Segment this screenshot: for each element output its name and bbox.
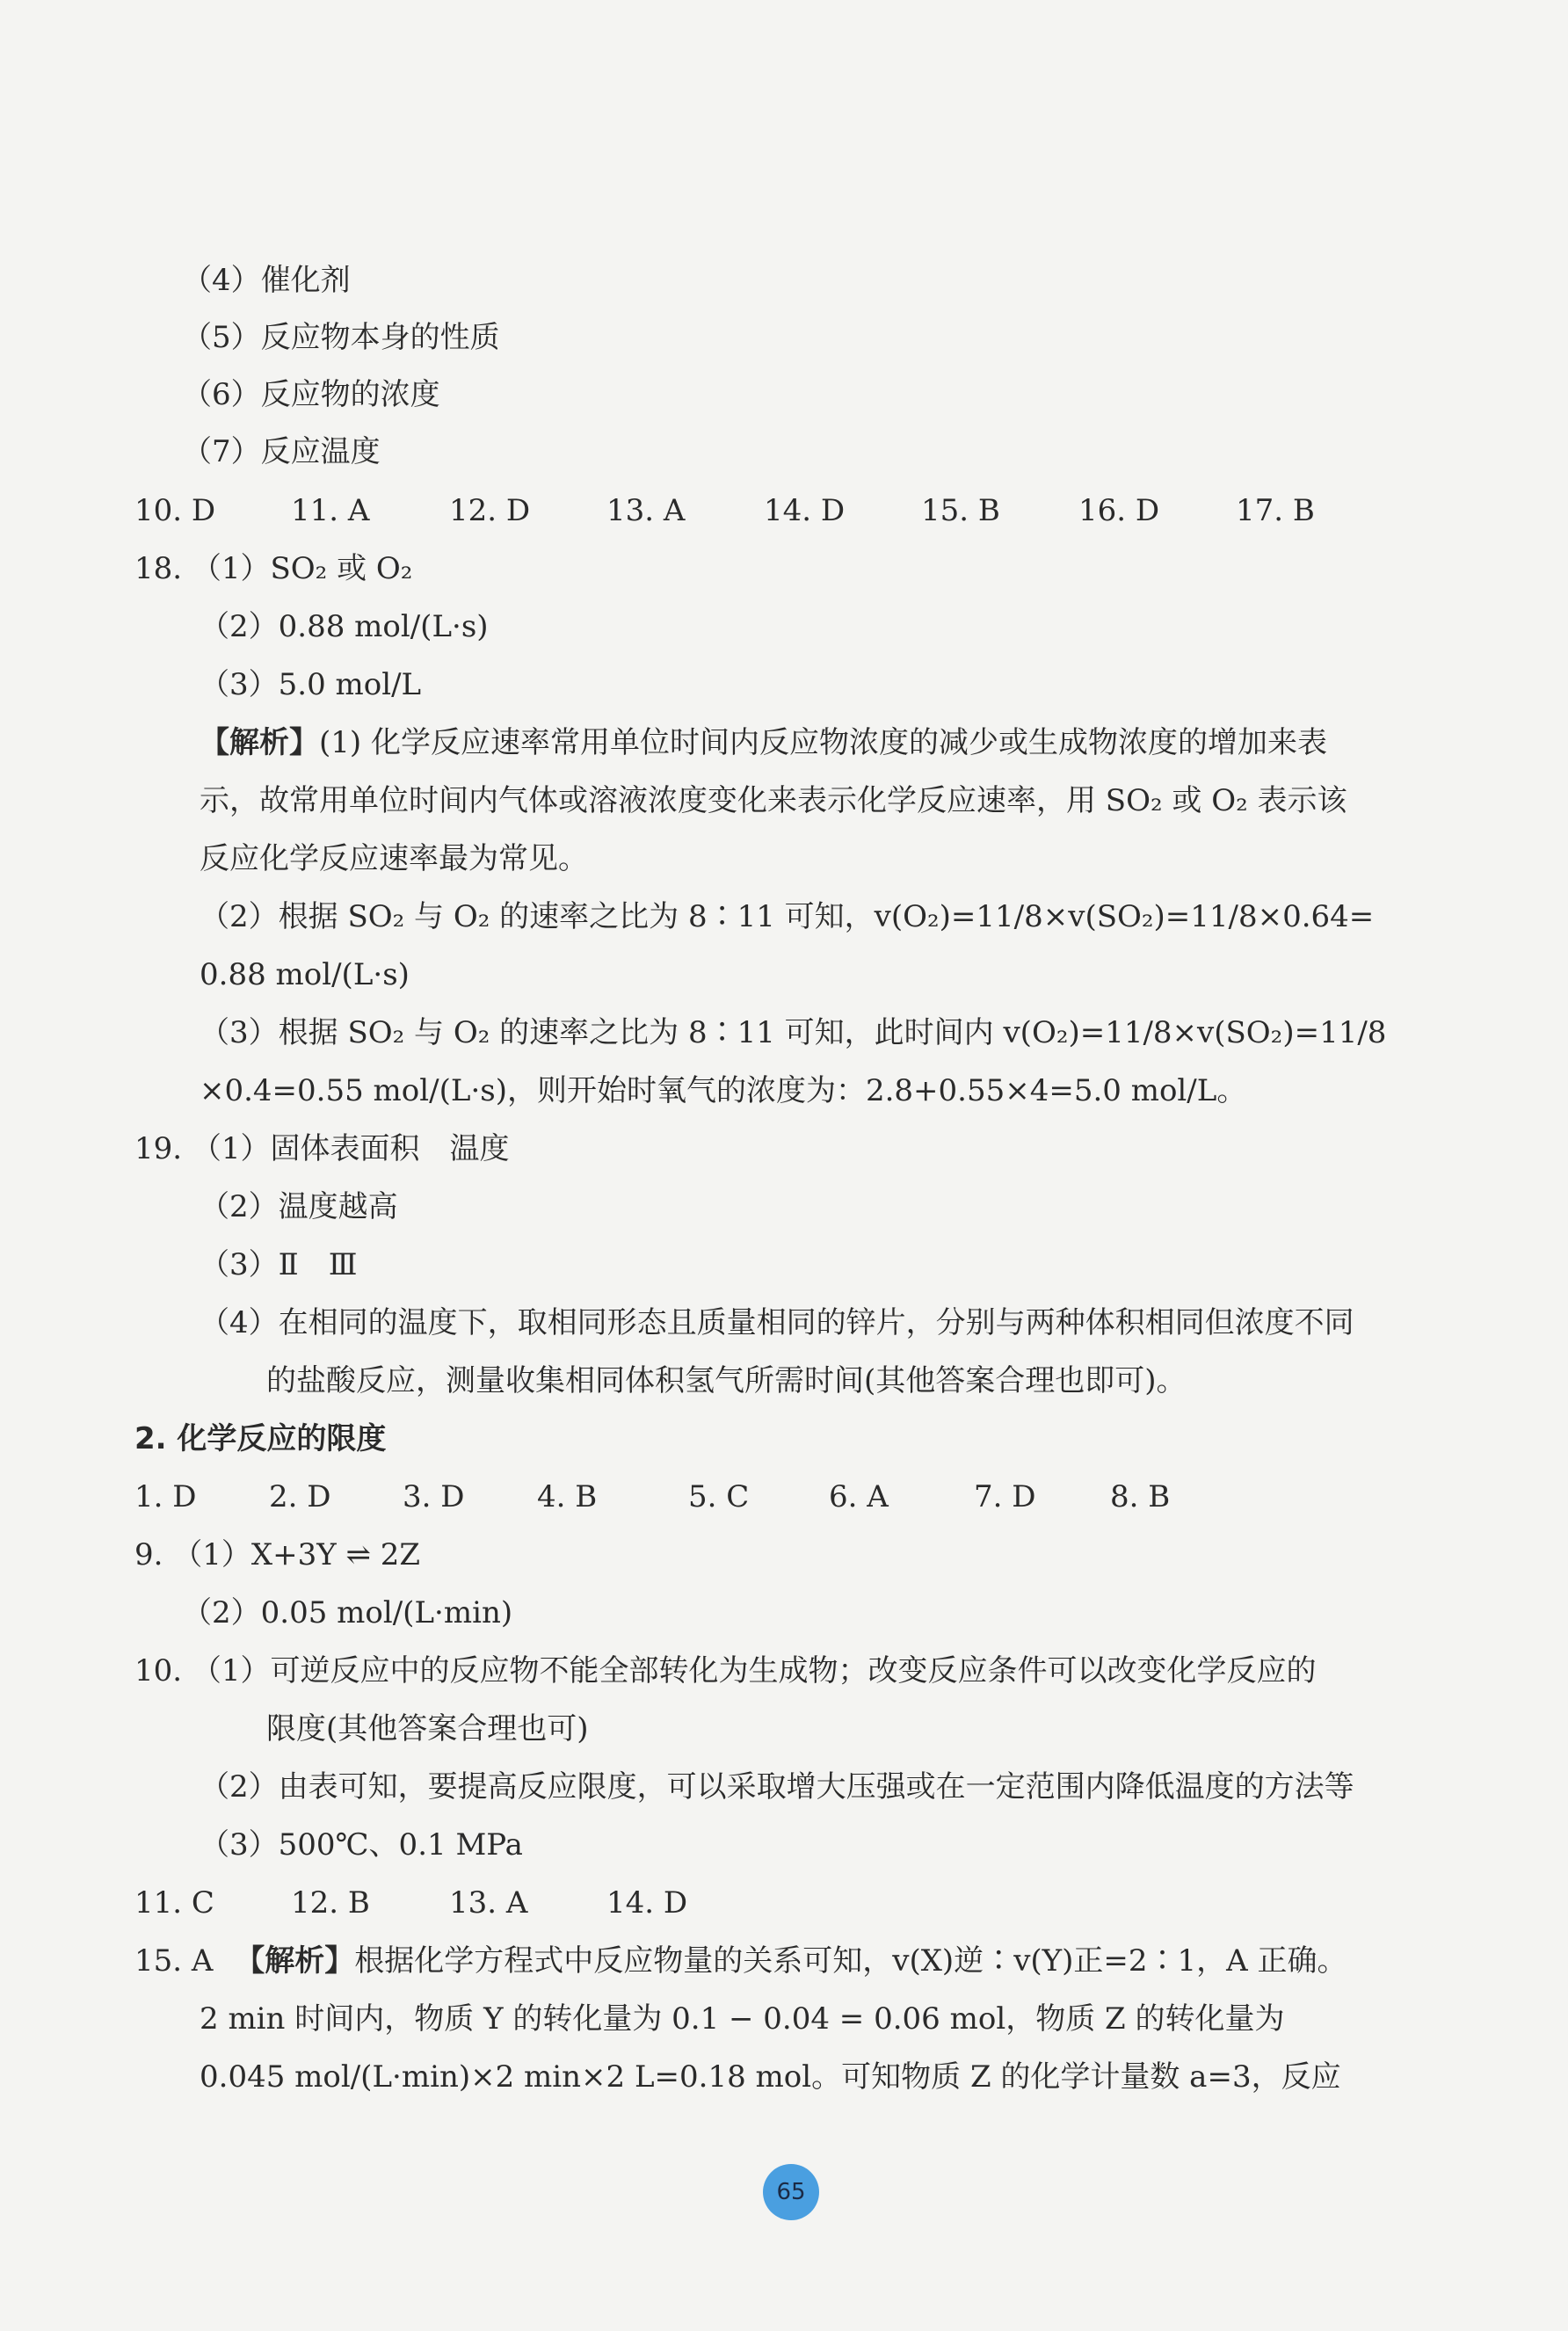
q15-line3: 0.045 mol/(L·min)×2 min×2 L=0.18 mol。可知物质 Z 的化学计量数 a=3，反应 — [200, 2059, 1341, 2095]
q18-explanation-line5: 0.88 mol/(L·s) — [200, 957, 410, 992]
q10-part1-line1: 10. （1）可逆反应中的反应物不能全部转化为生成物；改变反应条件可以改变化学反应的 — [134, 1653, 1317, 1688]
answer-item: 12. D — [449, 493, 531, 528]
answer-item: 17. B — [1236, 493, 1315, 528]
answer-item: 14. D — [764, 493, 846, 528]
answer-item: 11. A — [291, 493, 370, 528]
answer-item: 7. D — [974, 1479, 1036, 1514]
section-title: 2. 化学反应的限度 — [134, 1421, 387, 1456]
answer-item: 13. A — [449, 1885, 528, 1921]
q19-part4-line2: 的盐酸反应，测量收集相同体积氢气所需时间(其他答案合理也即可)。 — [266, 1363, 1187, 1398]
answer-item: 16. D — [1078, 493, 1160, 528]
answer-item: 2. D — [269, 1479, 331, 1514]
q18-explanation-line6: （3）根据 SO₂ 与 O₂ 的速率之比为 8∶11 可知，此时间内 v(O₂)=11/8×v(SO₂)=11/8 — [200, 1015, 1387, 1050]
q18-part1: 18. （1）SO₂ 或 O₂ — [134, 551, 413, 586]
q18-explanation-line3: 反应化学反应速率最为常见。 — [200, 841, 588, 876]
q18-explanation-line7: ×0.4=0.55 mol/(L·s)，则开始时氧气的浓度为：2.8+0.55×4=5.0 mol/L。 — [200, 1073, 1247, 1108]
answer-item: 13. A — [606, 493, 686, 528]
page-number: 65 — [763, 2164, 819, 2220]
q9-sub7: （7）反应温度 — [182, 434, 381, 469]
q19-part2: （2）温度越高 — [200, 1189, 398, 1224]
q9-sub6: （6）反应物的浓度 — [182, 377, 440, 412]
answer-item: 12. B — [291, 1885, 370, 1921]
q9-sub5: （5）反应物本身的性质 — [182, 320, 500, 355]
answer-item: 15. B — [921, 493, 1000, 528]
q19-part4-line1: （4）在相同的温度下，取相同形态且质量相同的锌片，分别与两种体积相同但浓度不同 — [200, 1305, 1354, 1340]
q15-answer: 15. A — [134, 1943, 214, 1979]
q15-line1 — [134, 1940, 1347, 1982]
q9-part2: （2）0.05 mol/(L·min) — [182, 1595, 513, 1630]
q10-part3: （3）500℃、0.1 MPa — [200, 1827, 523, 1863]
explanation-text: (1) 化学反应速率常用单位时间内反应物浓度的减少或生成物浓度的增加来表 — [319, 725, 1327, 760]
q10-part2: （2）由表可知，要提高反应限度，可以采取增大压强或在一定范围内降低温度的方法等 — [200, 1769, 1354, 1805]
explanation-label: 【解析】 — [200, 725, 319, 760]
q18-explanation-line2: 示，故常用单位时间内气体或溶液浓度变化来表示化学反应速率，用 SO₂ 或 O₂ 表示该 — [200, 783, 1347, 818]
answer-item: 3. D — [403, 1479, 465, 1514]
answer-item: 10. D — [134, 493, 216, 528]
q9-part1: 9. （1）X+3Y ⇌ 2Z — [134, 1537, 421, 1572]
answer-item: 4. B — [537, 1479, 598, 1514]
q18-explanation-line1 — [200, 722, 1327, 764]
q10-part1-line2: 限度(其他答案合理也可) — [266, 1711, 589, 1746]
q15-line2: 2 min 时间内，物质 Y 的转化量为 0.1 − 0.04 = 0.06 mol，物质 Z 的转化量为 — [200, 2001, 1285, 2037]
explanation-label: 【解析】 — [235, 1943, 355, 1979]
answer-item: 5. C — [688, 1479, 750, 1514]
q18-part2: （2）0.88 mol/(L·s) — [200, 609, 489, 644]
answer-item: 8. B — [1110, 1479, 1171, 1514]
answer-item: 1. D — [134, 1479, 197, 1514]
answer-row-10-17 — [134, 490, 1453, 532]
answer-item: 11. C — [134, 1885, 214, 1921]
q19-part1: 19. （1）固体表面积 温度 — [134, 1131, 510, 1166]
answer-row-11-14 — [134, 1882, 750, 1924]
q18-explanation-line4: （2）根据 SO₂ 与 O₂ 的速率之比为 8∶11 可知，v(O₂)=11/8×v(SO₂)=11/8×0.64= — [200, 899, 1375, 934]
answer-item: 6. A — [829, 1479, 889, 1514]
explanation-text: 根据化学方程式中反应物量的关系可知，v(X)逆∶v(Y)正=2∶1，A 正确。 — [354, 1943, 1347, 1979]
q19-part3: （3）Ⅱ Ⅲ — [200, 1247, 358, 1282]
answer-row-1-8 — [134, 1476, 1277, 1518]
q18-part3: （3）5.0 mol/L — [200, 667, 422, 702]
q9-sub4: （4）催化剂 — [182, 263, 351, 298]
answer-item: 14. D — [606, 1885, 688, 1921]
